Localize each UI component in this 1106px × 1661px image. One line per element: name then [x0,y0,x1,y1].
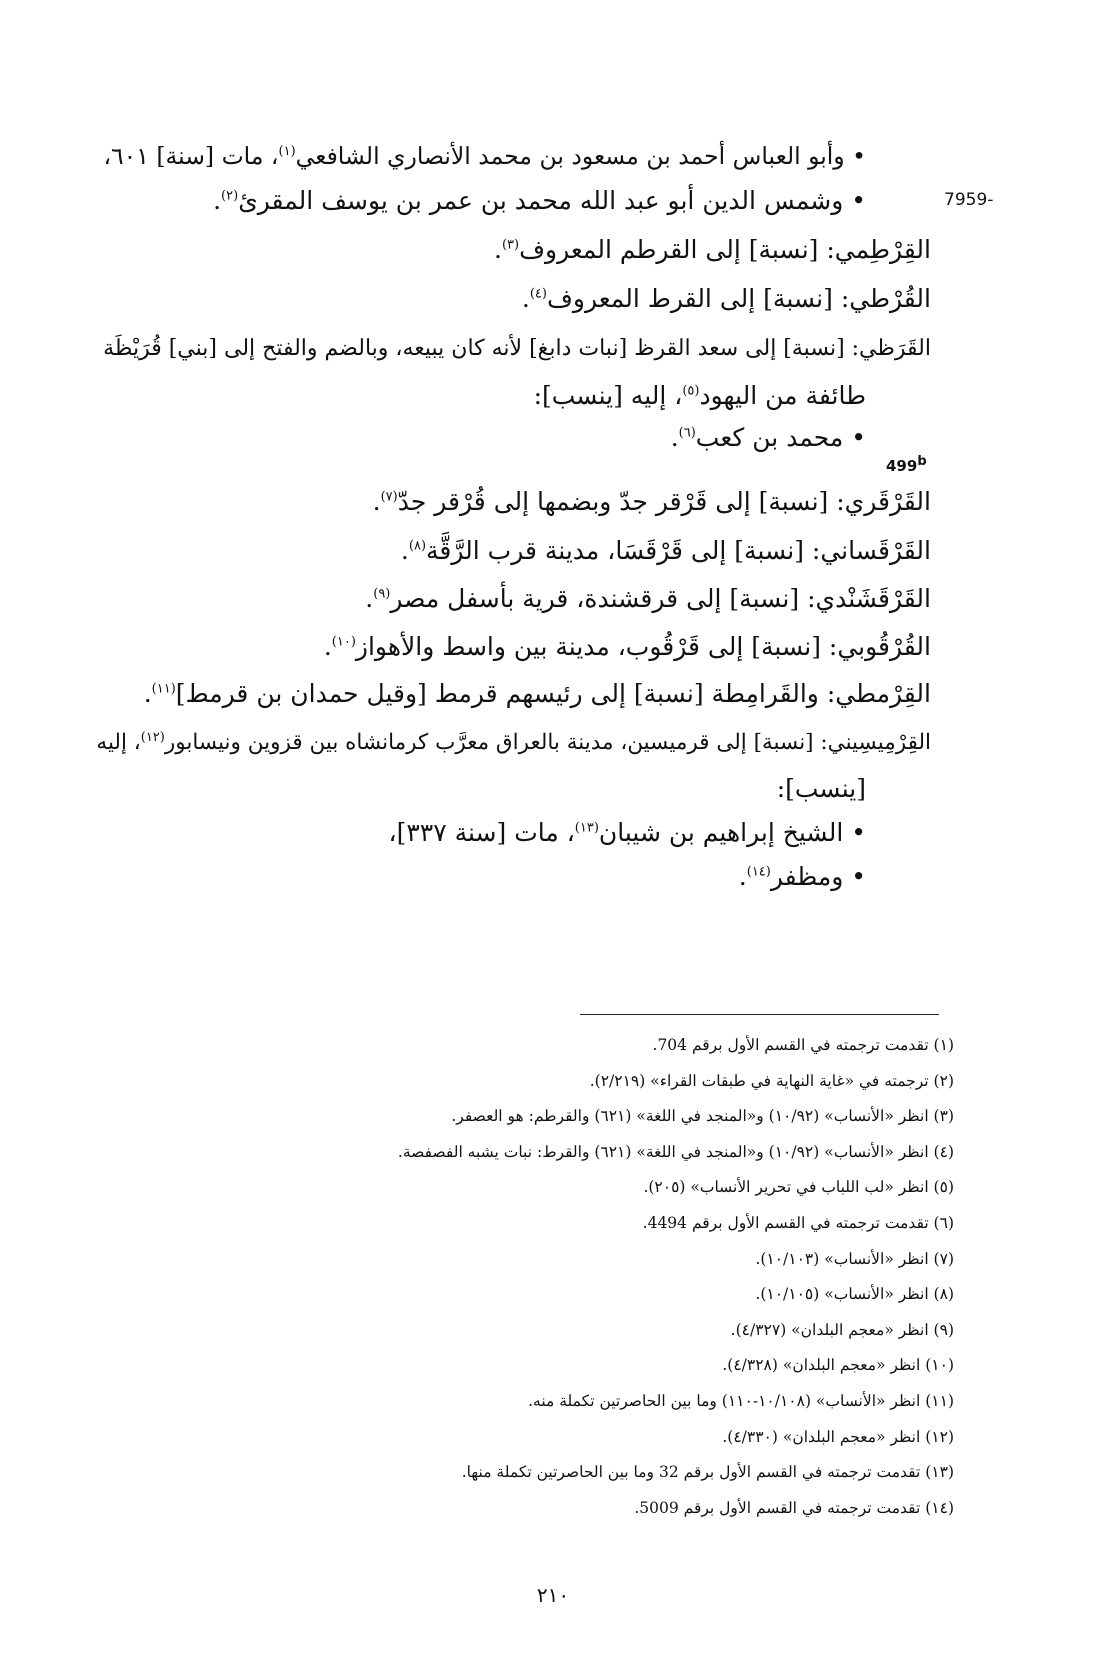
body-line [91,774,931,804]
footnote-marker: (١٢) [140,729,165,745]
text-run: . [372,487,381,516]
footnote: (٦) تقدمت ترجمته في القسم الأول برقم 4494. [642,1213,954,1232]
text-run: . [323,632,332,661]
text-run: . [143,679,152,708]
footnote-marker: (١٤) [746,864,771,880]
text-run: وشمس الدين أبو عبد الله محمد بن عمر بن يوسف المقرئ [238,186,844,215]
body-line [91,728,931,758]
body-line [91,679,931,709]
body-line [91,632,931,662]
text-run: محمد بن كعب [695,423,844,452]
footnote: (٧) انظر «الأنساب» (١٠/١٠٣). [755,1249,954,1268]
text-run: . [365,584,374,613]
footnote: (٨) انظر «الأنساب» (١٠/١٠٥). [755,1285,954,1304]
text-run: [ينسب]: [776,774,866,803]
footnote-separator [580,1014,939,1015]
entry-number: 7959- [944,190,994,210]
manuscript-folio-mark: 499$^b$ [886,454,927,475]
text-run: . [400,536,409,565]
text-run: ، إليه [ينسب]: [533,381,683,410]
footnote: (١٤) تقدمت ترجمته في القسم الأول برقم 5009. [634,1498,954,1517]
footnote: (٥) انظر «لب اللباب في تحرير الأنساب» (٢٠٥). [643,1178,954,1197]
body-line [91,487,931,517]
footnote: (١٢) انظر «معجم البلدان» (٤/٣٣٠). [722,1427,954,1446]
text-run: . [493,235,502,264]
footnote-marker: (٦) [678,425,696,441]
footnote: (١) تقدمت ترجمته في القسم الأول برقم 704. [652,1036,954,1054]
text-run: القُرْقُوبي: [نسبة] إلى قَرْقُوب، مدينة بين واسط والأهواز [355,632,931,661]
footnote: (٩) انظر «معجم البلدان» (٤/٣٢٧). [730,1320,954,1339]
text-run: القَرْقَشَنْدي: [نسبة] إلى قرقشندة، قرية بأسفل مصر [390,584,931,613]
footnote: (٢) ترجمته في «غاية النهاية في طبقات القراء» (٢/٢١٩). [589,1071,954,1090]
footnote-marker: (٢) [221,188,239,204]
text-run: القَرْقَساني: [نسبة] إلى قَرْقَسَا، مدينة قرب الرَّقَّة [426,536,931,565]
text-run: القُرْطي: [نسبة] إلى القرط المعروف [546,284,931,313]
footnote-marker: (٩) [373,586,391,602]
text-run: ، مات [سنة] ٦٠١، [103,142,279,170]
body-line [91,334,931,364]
text-run: القِرْمِيسِيني: [نسبة] إلى قرميسين، مدينة بالعراق معرَّب كرمانشاه بين قزوين ونيسابور [164,730,931,755]
footnote-marker: (٧) [380,489,398,505]
footnote: (٣) انظر «الأنساب» (١٠/٩٢) و«المنجد في اللغة» (٦٢١) والقرطم: هو العصفر. [451,1107,954,1126]
text-run: القِرْمطي: والقَرامِطة [نسبة] إلى رئيسهم قرمط [وقيل حمدان بن قرمط] [175,679,931,708]
footnote-marker: (٥) [682,383,700,399]
footnotes [134,1028,954,1526]
footnote-marker: (١١) [151,681,176,697]
text-run: ومظفر [770,862,844,891]
text-run: القَرَظي: [نسبة] إلى سعد القرظ [نبات دابغ] لأنه كان يبيعه، وبالضم والفتح إلى [بني] قُرَيْظَة [103,336,931,361]
body-line [91,284,931,314]
page-number: ٢١٠ [536,1583,570,1607]
footnote: (٤) انظر «الأنساب» (١٠/٩٢) و«المنجد في اللغة» (٦٢١) والقرط: نبات يشبه الفصفصة. [397,1142,954,1161]
text-run: . [738,862,747,891]
body-line [91,423,931,453]
body-line [91,584,931,614]
body-line [91,186,931,216]
footnote-marker: (١) [278,144,296,160]
body-line [91,141,931,171]
body-line [91,818,931,848]
footnote: (١٠) انظر «معجم البلدان» (٤/٣٢٨). [722,1356,954,1375]
text-run: وأبو العباس أحمد بن مسعود بن محمد الأنصاري الشافعي [295,142,845,170]
footnote-marker: (١٣) [574,820,599,836]
text-run: . [670,423,679,452]
body-line [91,381,931,411]
text-run: ، مات [سنة ٣٣٧]، [388,818,575,847]
text-run: القَرْقَري: [نسبة] إلى قَرْقر جدّ وبضمها إلى قُرْقر جدّ [397,487,931,516]
body-line [91,862,931,892]
text-run: . [521,284,530,313]
text-run: طائفة من اليهود [699,381,866,410]
body-line [91,235,931,265]
text-run: ، إليه [96,730,141,755]
text-run: الشيخ إبراهيم بن شيبان [598,818,844,847]
footnote-marker: (٣) [501,237,520,253]
footnote-marker: (١٠) [331,634,356,650]
footnote: (١٣) تقدمت ترجمته في القسم الأول برقم 32 وما بين الحاصرتين تكملة منها. [461,1463,954,1482]
footnote: (١١) انظر «الأنساب» (١٠/١٠٨-١١٠) وما بين الحاصرتين تكملة منه. [528,1391,954,1410]
footnote-marker: (٨) [408,538,427,554]
body-line [91,536,931,566]
text-run: القِرْطِمي: [نسبة] إلى القرطم المعروف [519,235,931,264]
text-run: . [213,186,222,215]
footnote-marker: (٤) [529,286,547,302]
